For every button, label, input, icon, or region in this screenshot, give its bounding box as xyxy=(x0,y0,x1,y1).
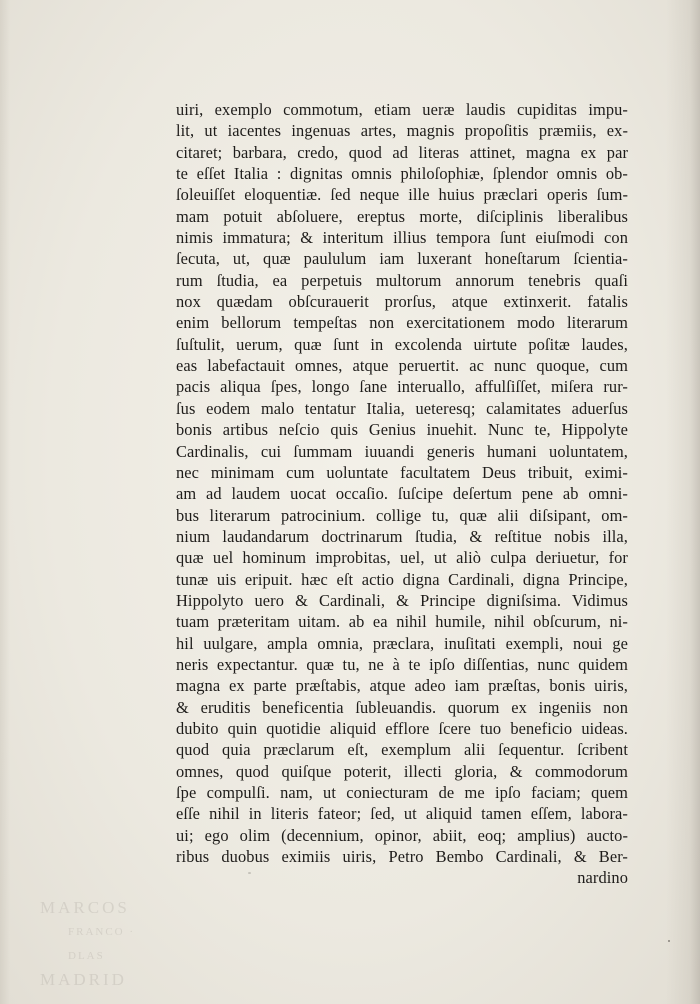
bleed-through-line: FRANCO · DLAS xyxy=(68,926,136,962)
text-line: bonis artibus neſcio quis Genius inuehit. Nunc te, Hippolyte xyxy=(176,420,628,440)
text-line: lit, ut iacentes ingenuas artes, magnis propoſitis præmiis, ex- xyxy=(176,121,628,141)
catchword: nardino xyxy=(577,868,628,888)
text-line: hil uulgare, ampla omnia, præclara, inuſitati exempli, noui ge xyxy=(176,633,628,653)
page-text-block xyxy=(176,99,628,889)
paper-speck xyxy=(668,940,670,942)
text-line: magna ex parte præſtabis, atque adeo iam præſtas, bonis uiris, xyxy=(176,676,628,696)
text-line: enim bellorum tempeſtas non exercitationem modo literarum xyxy=(176,313,628,333)
text-line: ſuſtulit, uerum, quæ ſunt in excolenda uirtute poſitæ laudes, xyxy=(176,334,628,354)
text-line: quod quia præclarum eſt, exemplum alii ſequentur. ſcribent xyxy=(176,740,628,760)
binding-gutter-shadow xyxy=(666,0,700,1004)
text-line: am ad laudem uocat occaſio. ſuſcipe deſertum pene ab omni- xyxy=(176,484,628,504)
text-line: te eſſet Italia : dignitas omnis philoſophiæ, ſplendor omnis ob- xyxy=(176,164,628,184)
text-line: ui; ego olim (decennium, opinor, abiit, eoq; amplius) aucto- xyxy=(176,825,628,845)
bleed-through-line: MADRID xyxy=(40,970,127,989)
text-line: quæ uel hominum improbitas, uel, ut aliò culpa deriuetur, for xyxy=(176,548,628,568)
text-line: omnes, quod quiſque poterit, illecti gloria, & commodorum xyxy=(176,761,628,781)
text-line: nec minimam cum uoluntate facultatem Deus tribuit, eximi- xyxy=(176,462,628,482)
text-line: tuam præteritam uitam. ab ea nihil humile, nihil obſcurum, ni- xyxy=(176,612,628,632)
page-left-edge xyxy=(0,0,10,1004)
text-line: citaret; barbara, credo, quod ad literas attinet, magna ex par xyxy=(176,142,628,162)
bleed-through-line: MARCOS xyxy=(40,898,130,917)
text-line: bus literarum patrocinium. collige tu, quæ alii diſsipant, om- xyxy=(176,505,628,525)
text-line: uiri, exemplo commotum, etiam ueræ laudis cupiditas impu- xyxy=(176,100,628,119)
text-line: ſecuta, ut, quæ paululum iam luxerant honeſtarum ſcientia- xyxy=(176,249,628,269)
text-line: nimis immatura; & interitum illius tempora ſunt eiuſmodi con xyxy=(176,228,628,248)
text-line: tunæ uis eripuit. hæc eſt actio digna Cardinali, digna Principe, xyxy=(176,569,628,589)
text-line: dubito quin quotidie aliquid efflore ſcere tuo beneficio uideas. xyxy=(176,718,628,738)
bleed-through-stamp xyxy=(40,896,140,992)
text-line: ſus eodem malo tentatur Italia, ueteresq; calamitates aduerſus xyxy=(176,398,628,418)
text-line: & eruditis beneficentia ſubleuandis. quorum ex ingeniis non xyxy=(176,697,628,717)
text-line: rum ſtudia, ea perpetuis multorum annorum tenebris quaſi xyxy=(176,270,628,290)
text-line: mam potuit abſoluere, ereptus morte, diſciplinis liberalibus xyxy=(176,206,628,226)
text-line: ribus duobus eximiis uiris, Petro Bembo Cardinali, & Ber- xyxy=(176,847,628,867)
text-line: Cardinalis, cui ſummam iuuandi generis humani uoluntatem, xyxy=(176,441,628,461)
text-line: eſſe nihil in literis fateor; ſed, ut aliquid tamen eſſem, labora- xyxy=(176,804,628,824)
text-line: ſpe compulſi. nam, ut coniecturam de me ipſo faciam; quem xyxy=(176,783,628,802)
text-line: Hippolyto uero & Cardinali, & Principe digniſsima. Vidimus xyxy=(176,590,628,610)
text-line: ſoleuiſſet eloquentiæ. ſed neque ille huius præclari operis ſum- xyxy=(176,185,628,205)
text-line: nium laudandarum doctrinarum ſtudia, & reſtitue nobis illa, xyxy=(176,526,628,546)
paper-speck xyxy=(248,872,251,874)
text-line: pacis aliqua ſpes, longo ſane interuallo, affulſiſſet, miſera rur- xyxy=(176,377,628,397)
text-line: eas labefactauit omnes, atque peruertit. ac nunc quoque, cum xyxy=(176,356,628,376)
text-line: neris expectantur. quæ tu, ne à te ipſo diſſentias, nunc quidem xyxy=(176,654,628,674)
text-line: nox quædam obſcurauerit prorſus, atque extinxerit. fatalis xyxy=(176,292,628,312)
